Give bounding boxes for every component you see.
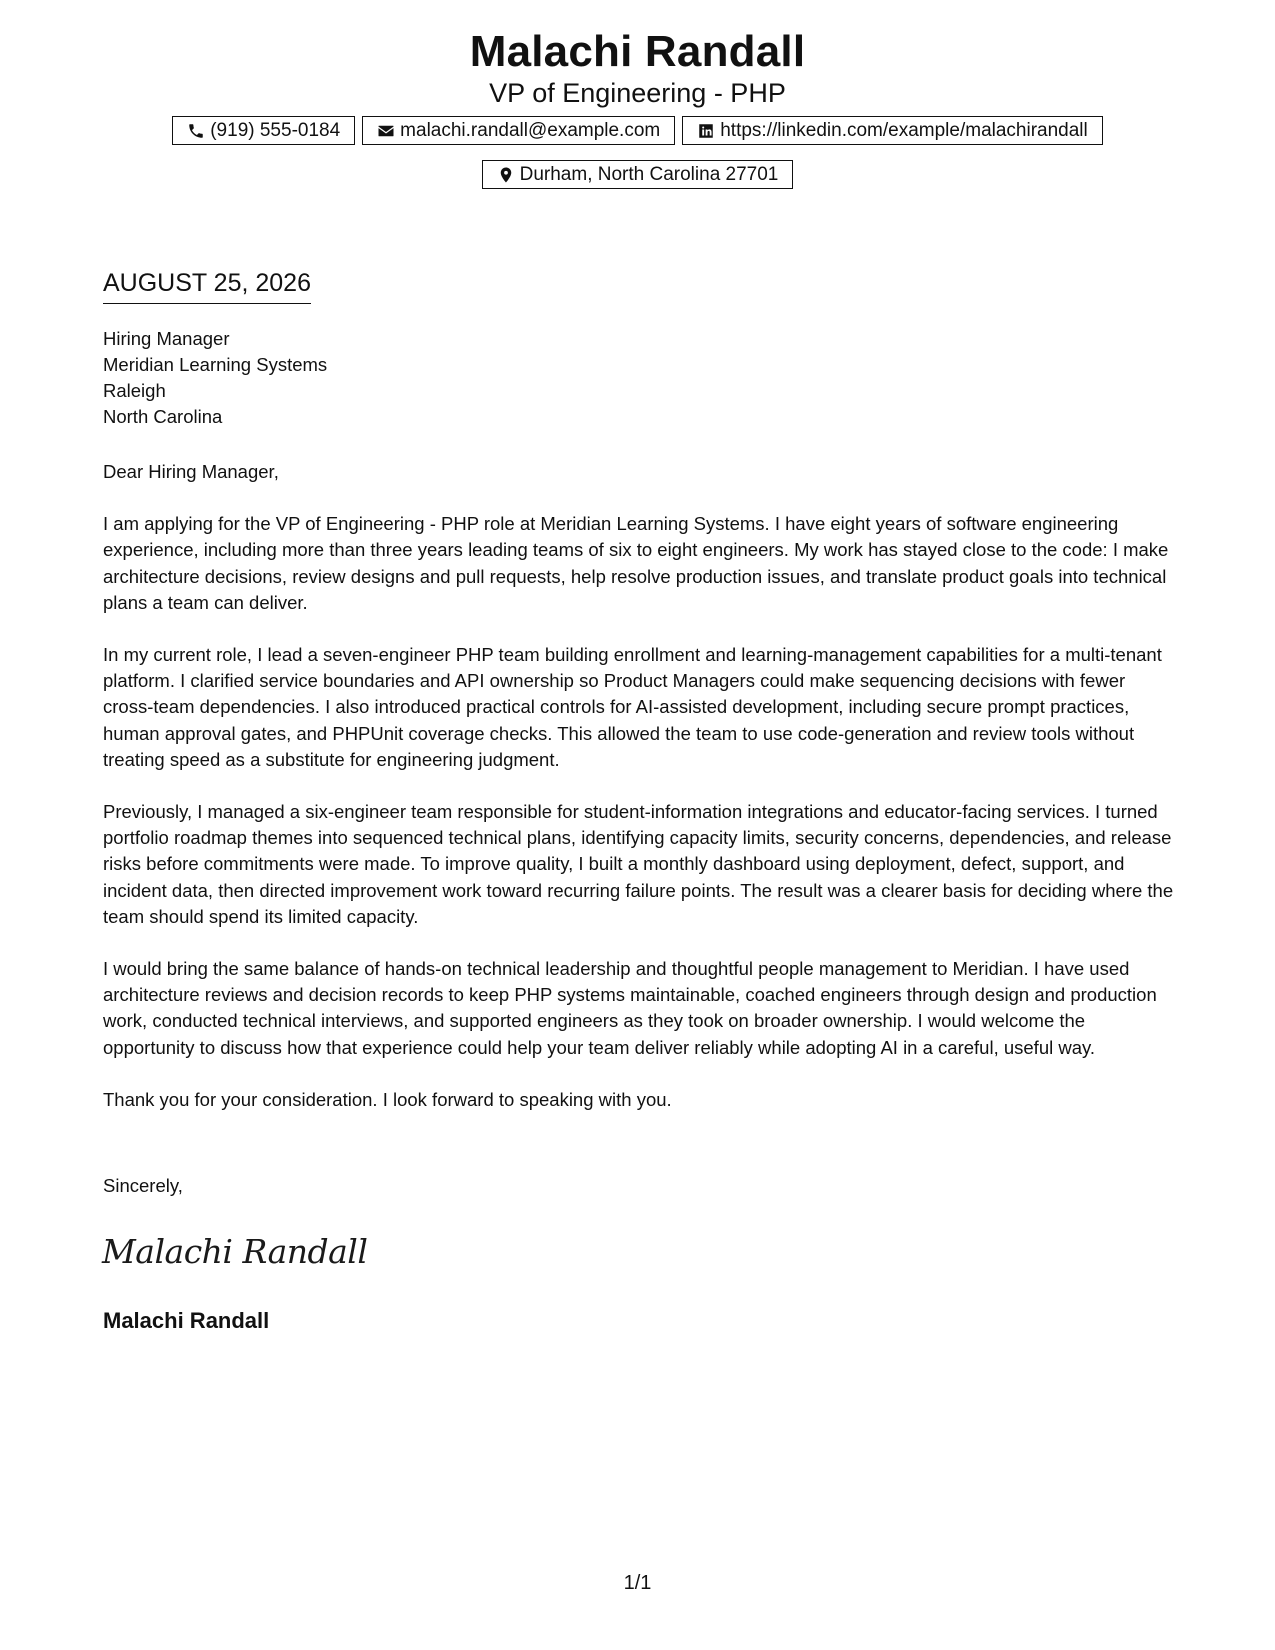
recipient-line: Raleigh [103,380,166,401]
location-text: Durham, North Carolina 27701 [519,164,779,185]
sender-name: Malachi Randall [469,27,806,76]
closing: Sincerely, [103,1175,183,1196]
letter-body [103,459,1175,1139]
signed-name: Malachi Randall [103,1308,270,1333]
linkedin-text: https://linkedin.com/example/malachirandall [720,120,1088,141]
salutation: Dear Hiring Manager, [103,461,279,482]
page-number: 1/1 [623,1572,652,1594]
body-paragraph: I am applying for the VP of Engineering - PHP role at Meridian Learning Systems. I have eight years of software engineering experience, including more than three years leading teams of six to eight engineers. My work has stayed close to the code: I make architecture decisions, review designs and pull requests, help resolve production issues, and translate product goals into technical plans a team can deliver. [103,513,1169,613]
phone-text: (919) 555-0184 [210,120,341,141]
body-paragraph: Thank you for your consideration. I look forward to speaking with you. [103,1088,672,1110]
recipient-line: Meridian Learning Systems [103,354,328,375]
contact-phone [172,116,355,145]
contact-location [482,160,794,189]
recipient-block [103,326,327,430]
recipient-line: Hiring Manager [103,328,230,349]
envelope-icon [377,122,395,140]
handwritten-signature: Malachi Randall [102,1232,368,1271]
contact-list [138,116,1138,197]
body-paragraph: Previously, I managed a six-engineer team responsible for student-information integrations and educator-facing services. I turned portfolio roadmap themes into sequenced technical plans, identifying capacity limits, security concerns, dependencies, and release risks before commitments were made. To improve quality, I built a monthly dashboard using deployment, defect, support, and incident data, then directed improvement work toward recurring failure points. The result was a clearer basis for deciding where the team should spend its limited capacity. [103,801,1174,927]
recipient-line: North Carolina [103,406,223,427]
contact-linkedin [682,116,1103,145]
contact-email [362,116,675,145]
linkedin-icon [697,122,715,140]
sender-title: VP of Engineering - PHP [489,78,786,108]
email-text: malachi.randall@example.com [400,120,661,141]
letter-date: AUGUST 25, 2026 [103,267,311,304]
body-paragraph: In my current role, I lead a seven-engineer PHP team building enrollment and learning-management capabilities for a multi-tenant platform. I clarified service boundaries and API ownership so Product Managers could make sequencing decisions with fewer cross-team dependencies. I also introduced practical controls for AI-assisted development, including secure prompt practices, human approval gates, and PHPUnit coverage checks. This allowed the team to use code-generation and review tools without treating speed as a substitute for engineering judgment. [103,644,1162,770]
letter-header [0,26,1275,197]
map-pin-icon [497,166,515,184]
body-paragraph: I would bring the same balance of hands-on technical leadership and thoughtful people management to Meridian. I have used architecture reviews and decision records to keep PHP systems maintainable, coached engineers through design and production work, conducted technical interviews, and supported engineers as they took on broader ownership. I would welcome the opportunity to discuss how that experience could help your team deliver reliably while adopting AI in a careful, useful way. [103,958,1157,1058]
phone-icon [187,122,205,140]
